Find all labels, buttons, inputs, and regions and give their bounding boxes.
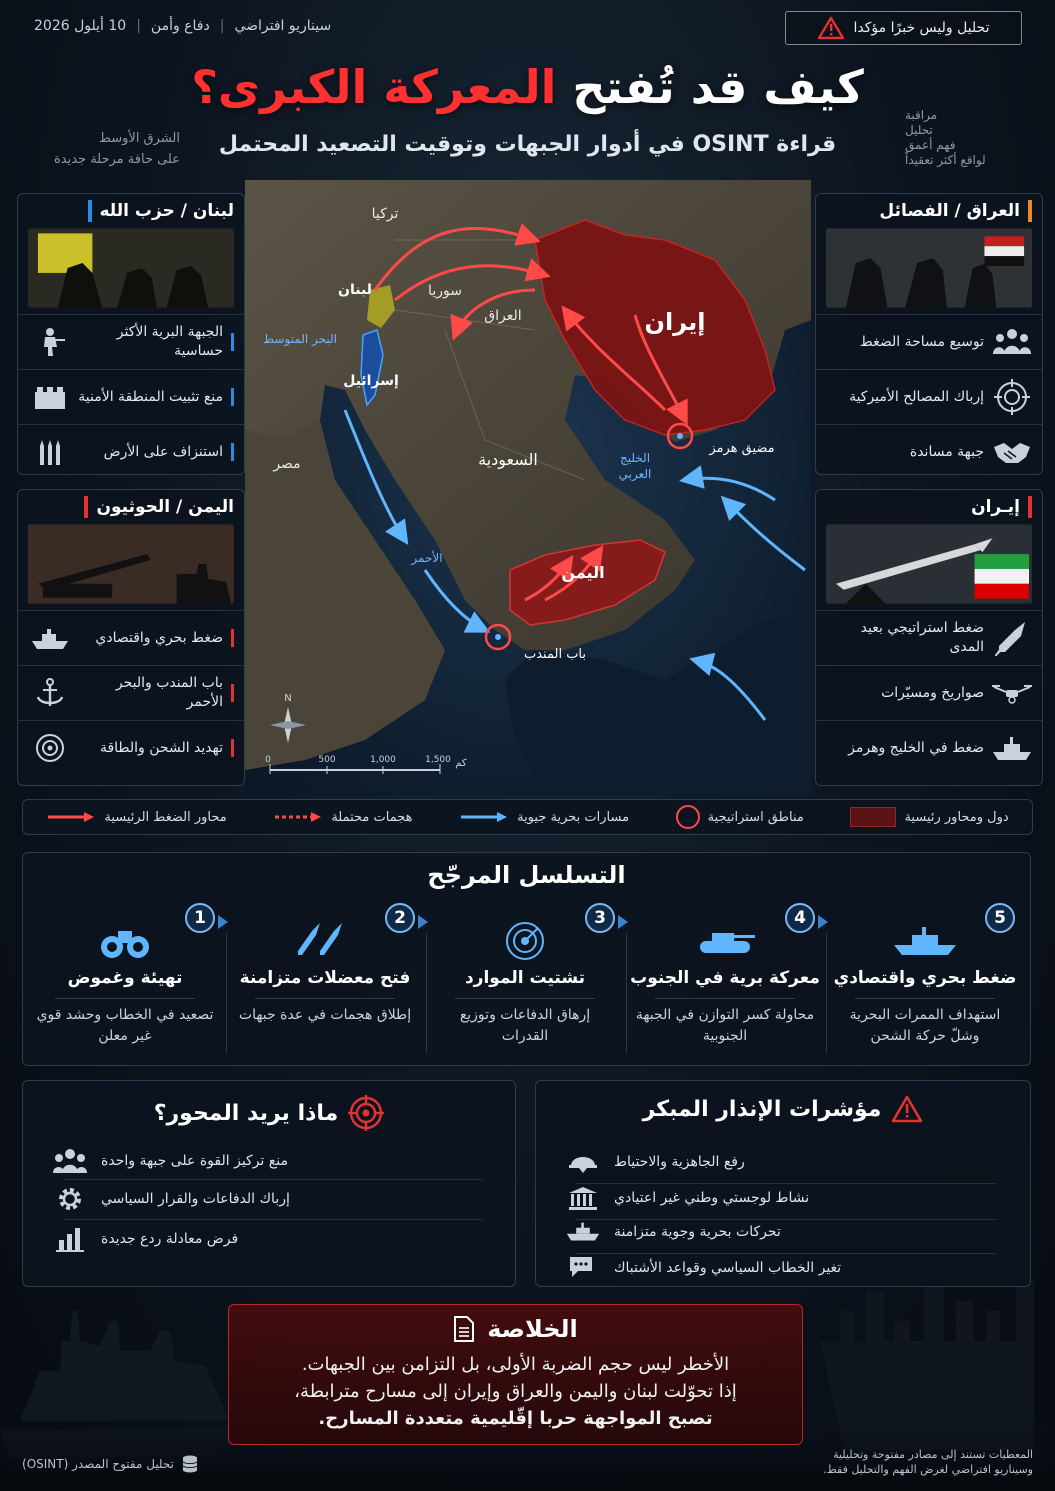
footer-right-line2: وسيناريو افتراضي لغرض الفهم والتحليل فقط. — [823, 1463, 1033, 1476]
step-desc: إطلاق هجمات في عدة جبهات — [238, 1007, 412, 1023]
region-map — [245, 180, 811, 795]
scale-unit: كم — [455, 758, 467, 769]
axis-row — [53, 1182, 473, 1216]
footer-left-text: تحليل مفتوح المصدر (OSINT) — [22, 1457, 174, 1471]
warship-icon — [890, 921, 960, 961]
ship-icon — [30, 621, 70, 655]
step-name: تشتيت الموارد — [464, 968, 586, 988]
warning-icon — [891, 1095, 923, 1123]
legend-swatch — [850, 807, 896, 827]
axis-wants-title: ماذا يريد المحور؟ — [153, 1100, 339, 1126]
helmet-icon — [566, 1148, 600, 1176]
step-name: تهيئة وغموض — [67, 968, 183, 988]
map-label-med: البحر المتوسط — [263, 332, 337, 346]
map-label-iraq: العراق — [484, 308, 522, 324]
missiles-icon — [290, 921, 360, 961]
step-name: ضغط بحري واقتصادي — [833, 968, 1017, 988]
map-label-bab: باب المندب — [523, 647, 587, 662]
step-desc: محاولة كسر التوازن في الجبهة الجنوبية — [635, 1007, 815, 1044]
database-icon — [182, 1455, 198, 1473]
map-legend — [22, 799, 1033, 835]
left-note — [30, 128, 180, 170]
early-warning-header — [536, 1095, 1030, 1123]
panel-row — [18, 314, 244, 369]
panel-yemen — [17, 489, 245, 786]
panel-row-text: ضغط استراتيجي بعيد المدى — [860, 620, 984, 655]
map-label-saudi: السعودية — [478, 450, 538, 469]
footer-right-line1: المعطيات تستند إلى مصادر مفتوحة وتحليلية — [833, 1448, 1033, 1461]
panel-row-text: تهديد الشحن والطاقة — [99, 739, 223, 756]
map-label-red-sea: الأحمر — [411, 551, 443, 565]
axis-row — [53, 1222, 473, 1256]
iran-photo — [826, 524, 1032, 604]
panel-row — [18, 665, 244, 720]
legend-label: هجمات محتملة — [331, 809, 413, 825]
warning-row-text: تحركات بحرية وجوية متزامنة — [614, 1224, 781, 1240]
warning-row — [566, 1145, 986, 1179]
step-name: فتح معضلات متزامنة — [239, 968, 411, 988]
panel-iran-header — [816, 490, 1042, 524]
missile-icon — [992, 621, 1032, 655]
step-desc: استهداف الممرات البحرية وشلّ حركة الشحن — [849, 1007, 1001, 1044]
map-label-lebanon: لبنان — [338, 282, 372, 298]
target-icon — [348, 1095, 384, 1131]
panel-accent — [1028, 200, 1032, 222]
panel-row — [816, 720, 1042, 775]
page-subtitle: قراءة OSINT في أدوار الجبهات وتوقيت التصعيد المحتمل — [218, 132, 837, 157]
warning-row-text: نشاط لوجستي وطني غير اعتيادي — [614, 1190, 810, 1206]
sequence-step — [225, 903, 425, 1053]
blue-arrow-icon — [459, 811, 509, 823]
panel-row — [816, 610, 1042, 665]
warship-icon — [566, 1218, 600, 1246]
map-label-egypt: مصر — [273, 456, 301, 472]
panel-row-text: ضغط بحري واقتصادي — [95, 629, 223, 646]
step-number: 1 — [185, 903, 215, 933]
drone-icon — [992, 676, 1032, 710]
warning-row-text: تغير الخطاب السياسي وقواعد الأشتباك — [614, 1260, 842, 1276]
conclusion-header — [229, 1315, 802, 1343]
axis-wants-header — [23, 1095, 515, 1131]
axis-row-text: إرباك الدفاعات والقرار السياسي — [101, 1191, 290, 1207]
ammo-icon — [30, 435, 70, 469]
axis-row-text: فرض معادلة ردع جديدة — [101, 1231, 239, 1247]
warning-row — [566, 1251, 986, 1285]
axis-row-text: منع تركيز القوة على جبهة واحدة — [101, 1153, 288, 1169]
footer-left — [22, 1455, 198, 1473]
tank-icon — [690, 921, 760, 961]
target-icon — [30, 731, 70, 765]
step-number: 2 — [385, 903, 415, 933]
panel-lebanon-header — [18, 194, 244, 228]
dashed-arrow-icon — [273, 811, 323, 823]
meta-type: سيناريو افتراضي — [234, 18, 332, 34]
panel-lebanon-title: لبنان / حزب الله — [99, 201, 234, 221]
axis-row — [53, 1144, 473, 1178]
conclusion-line1: الأخطر ليس حجم الضربة الأولى، بل التزامن بين الجبهات. — [301, 1354, 730, 1375]
soldier-icon — [30, 325, 70, 359]
map-label-iran: إيران — [644, 308, 706, 336]
legend-main-axes — [46, 810, 226, 825]
footer-right — [813, 1447, 1033, 1477]
binoculars-icon — [90, 921, 160, 961]
panel-row-text: باب المندب والبحر الأحمر — [115, 675, 223, 710]
early-warning-panel — [535, 1080, 1031, 1287]
right-note-line: مراقبة — [905, 108, 938, 122]
step-name: معركة برية في الجنوب — [630, 968, 820, 988]
panel-row-text: توسيع مساحة الضغط — [859, 333, 984, 350]
meta-category: دفاع وأمن — [150, 18, 210, 34]
legend-label: دول ومحاور رئيسية — [904, 809, 1009, 825]
panel-row-text: منع تثبيت المنطقة الأمنية — [78, 388, 223, 405]
warning-row — [566, 1215, 986, 1249]
chat-icon — [566, 1254, 600, 1282]
sequence-step — [625, 903, 825, 1053]
legend-possible-attacks — [273, 810, 412, 825]
barchart-icon — [53, 1225, 87, 1253]
map-label-yemen: اليمن — [561, 563, 605, 582]
right-note-line: فهم أعمق — [905, 138, 956, 152]
panel-row — [816, 369, 1042, 424]
warning-icon — [818, 16, 844, 40]
warning-row — [566, 1181, 986, 1215]
sequence-step — [425, 903, 625, 1053]
panel-accent — [84, 496, 88, 518]
panel-row — [18, 424, 244, 479]
map-label-gulf-line1: الخليج — [619, 451, 651, 465]
step-number: 3 — [585, 903, 615, 933]
panel-row — [816, 314, 1042, 369]
panel-row-text: جبهة مساندة — [909, 443, 984, 460]
disclaimer-box — [785, 11, 1022, 45]
title-highlight: المعركة الكبرى؟ — [191, 60, 557, 114]
conclusion-title: الخلاصة — [487, 1315, 578, 1343]
sequence-step — [25, 903, 225, 1053]
panel-iran — [815, 489, 1043, 786]
conclusion-line3: تصبح المواجهة حربا إقّليمية متعددة المسارح. — [318, 1408, 713, 1429]
sequence-title: التسلسل المرجّح — [427, 861, 626, 889]
panel-accent — [88, 200, 92, 222]
panel-row-text: إرباك المصالح الأميركية — [849, 388, 984, 405]
gear-icon — [53, 1185, 87, 1213]
right-note-line: لواقع أكثر تعقيداً — [905, 153, 986, 167]
handshake-icon — [992, 435, 1032, 469]
yemen-photo — [28, 524, 234, 604]
wall-icon — [30, 380, 70, 414]
panel-iraq-title: العراق / الفصائل — [879, 201, 1020, 221]
title-main: كيف قد تُفتح — [572, 60, 864, 114]
legend-sea-routes — [459, 810, 629, 825]
map-label-turkey: تركيا — [371, 206, 399, 222]
panel-row — [816, 665, 1042, 720]
panel-row-text: استنزاف على الأرض — [103, 443, 223, 460]
panel-iraq — [815, 193, 1043, 475]
step-desc: إرهاق الدفاعات وتوزيع القدرات — [459, 1007, 591, 1044]
map-label-hormuz: مضيق هرمز — [709, 441, 775, 456]
panel-lebanon — [17, 193, 245, 475]
panel-row-text: صواريخ ومسيّرات — [881, 684, 984, 701]
panel-row — [18, 720, 244, 775]
early-warning-title: مؤشرات الإنذار المبكر — [642, 1096, 882, 1122]
left-note-line2: على حافة مرحلة جديدة — [53, 152, 180, 167]
map-label-syria: سوريا — [428, 283, 462, 299]
iraq-photo — [826, 228, 1032, 308]
legend-label: مناطق استراتيجية — [707, 809, 804, 825]
panel-yemen-title: اليمن / الحوثيون — [96, 497, 234, 517]
group-icon — [53, 1147, 87, 1175]
scale-tick: 1,000 — [370, 755, 396, 765]
right-note — [905, 108, 1025, 168]
radar-icon — [490, 921, 560, 961]
panel-iran-title: إيـران — [971, 497, 1020, 517]
step-desc: تصعيد في الخطاب وحشد قوي غير معلن — [36, 1007, 214, 1044]
sequence-step — [825, 903, 1025, 1053]
legend-strategic-areas — [676, 805, 804, 829]
sequence-panel — [22, 852, 1031, 1066]
step-number: 4 — [785, 903, 815, 933]
axis-wants-panel — [22, 1080, 516, 1287]
panel-row — [18, 610, 244, 665]
panel-row — [18, 369, 244, 424]
meta-date: 10 أيلول 2026 — [34, 18, 127, 34]
warship-icon — [992, 731, 1032, 765]
building-icon — [566, 1184, 600, 1212]
legend-label: محاور الضغط الرئيسية — [104, 809, 227, 825]
panel-iraq-header — [816, 194, 1042, 228]
panel-accent — [1028, 496, 1032, 518]
right-note-line: تحليل — [905, 123, 933, 137]
legend-label: مسارات بحرية جيوية — [517, 809, 630, 825]
panel-row-text: الجبهة البرية الأكثر حساسية — [116, 324, 223, 359]
compass-north: N — [284, 693, 292, 704]
panel-row-text: ضغط في الخليج وهرمز — [848, 739, 984, 756]
crosshair-icon — [992, 380, 1032, 414]
document-icon — [453, 1315, 475, 1343]
map-label-israel: إسرائيل — [343, 373, 399, 389]
lebanon-photo — [28, 228, 234, 308]
scale-tick: 500 — [318, 755, 336, 765]
scale-tick: 1,500 — [425, 755, 451, 765]
step-number: 5 — [985, 903, 1015, 933]
page-title — [0, 60, 1055, 114]
anchor-icon — [30, 676, 70, 710]
red-arrow-icon — [46, 811, 96, 823]
disclaimer-text: تحليل وليس خبرًا مؤكدا — [853, 20, 990, 36]
scale-tick: 0 — [265, 755, 271, 765]
conclusion-box — [228, 1304, 803, 1445]
legend-main-countries — [850, 807, 1008, 827]
panel-row — [816, 424, 1042, 479]
conclusion-text — [229, 1351, 802, 1432]
map-label-gulf-line2: العربي — [618, 467, 652, 481]
left-note-line1: الشرق الأوسط — [98, 131, 180, 146]
header-meta: سيناريو افتراضي | دفاع وأمن | 10 أيلول 2026 — [34, 18, 332, 34]
people-icon — [992, 325, 1032, 359]
panel-yemen-header — [18, 490, 244, 524]
conclusion-line2: إذا تحوّلت لبنان واليمن والعراق وإيران إلى مسارح مترابطة، — [294, 1381, 737, 1402]
legend-swatch — [676, 805, 700, 829]
warning-row-text: رفع الجاهزية والاحتياط — [614, 1154, 745, 1170]
